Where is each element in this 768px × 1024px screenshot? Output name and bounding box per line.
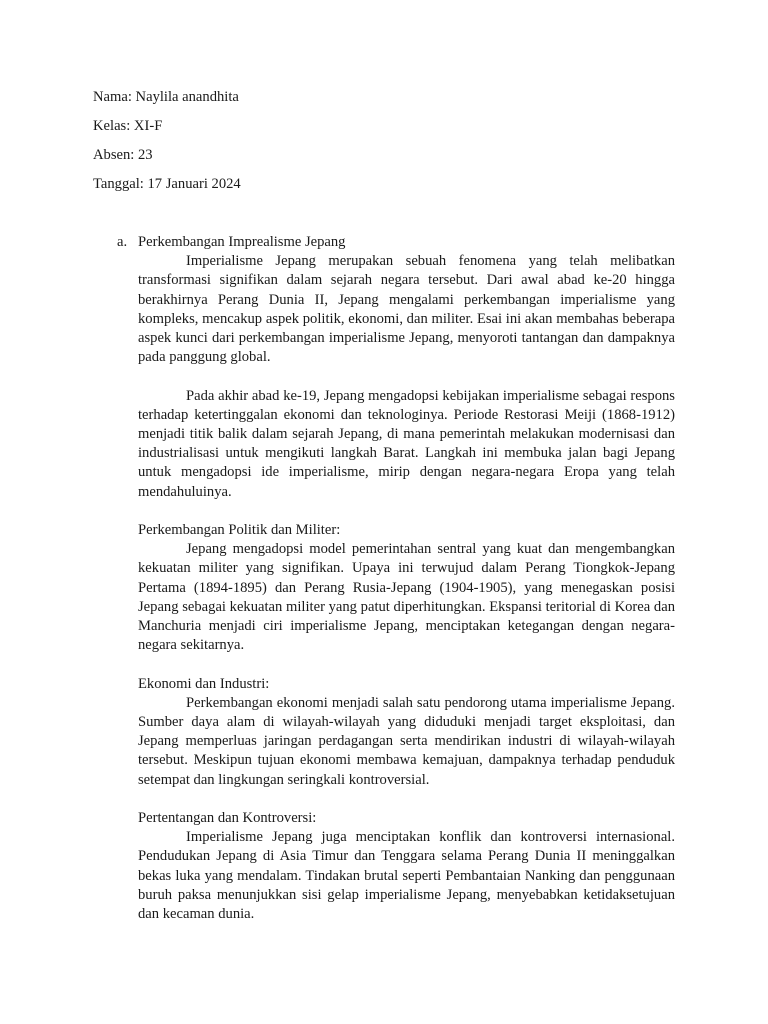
- list-marker: a.: [117, 234, 128, 250]
- economy-heading: Ekonomi dan Industri:: [138, 675, 270, 692]
- section-title: Perkembangan Imprealisme Jepang: [138, 234, 346, 250]
- intro-paragraph: Imperialisme Jepang merupakan sebuah fenomena yang telah melibatkan transformasi signifikan dalam sejarah negara tersebut. Dari awal abad ke-20 hingga berakhirnya Perang Dunia II, Jepang mengalami perkembangan imperialisme yang kompleks, mencakup aspek politik, ekonomi, dan militer. Esai ini akan membahas beberapa aspek kunci dari perkembangan imperialisme Jepang, menyoroti tantangan dan dampaknya pada panggung global.: [138, 253, 675, 366]
- economy-paragraph: Perkembangan ekonomi menjadi salah satu pendorong utama imperialisme Jepang. Sumber daya alam di wilayah-wilayah yang diduduki menjadi target eksploitasi, dan Jepang memperluas jaringan perdagangan serta mendirikan industri di wilayah-wilayah tersebut. Meskipun tujuan ekonomi membawa kemajuan, dampaknya terhadap penduduk setempat dan lingkungan seringkali kontroversial.: [138, 694, 675, 788]
- student-number: Absen: 23: [93, 147, 153, 163]
- meiji-paragraph: Pada akhir abad ke-19, Jepang mengadopsi kebijakan imperialisme sebagai respons terhadap ketertinggalan ekonomi dan teknologinya. Periode Restorasi Meiji (1868-1912) menjadi titik balik dalam sejarah Jepang, di mana pemerintah melakukan modernisasi dan industrialisasi untuk mengikuti langkah Barat. Langkah ini membuka jalan bagi Jepang untuk mengadopsi ide imperialisme, mirip dengan negara-negara Eropa yang telah mendahuluinya.: [138, 387, 675, 500]
- student-name: Nama: Naylila anandhita: [93, 89, 239, 105]
- student-class: Kelas: XI-F: [93, 118, 163, 134]
- conflict-heading: Pertentangan dan Kontroversi:: [138, 810, 317, 827]
- politics-heading: Perkembangan Politik dan Militer:: [138, 522, 341, 539]
- conflict-paragraph: Imperialisme Jepang juga menciptakan konflik dan kontroversi internasional. Pendudukan Jepang di Asia Timur dan Tenggara selama Perang Dunia II meninggalkan bekas luka yang mendalam. Tindakan brutal seperti Pembantaian Nanking dan penggunaan buruh paksa menunjukkan sisi gelap imperialisme Jepang, menyebabkan ketidaksetujuan dan kecaman dunia.: [138, 829, 675, 923]
- politics-paragraph: Jepang mengadopsi model pemerintahan sentral yang kuat dan mengembangkan kekuatan militer yang signifikan. Upaya ini terwujud dalam Perang Tiongkok-Jepang Pertama (1894-1895) dan Perang Rusia-Jepang (1904-1905), yang menegaskan posisi Jepang sebagai kekuatan militer yang patut diperhitungkan. Ekspansi teritorial di Korea dan Manchuria menjadi ciri imperialisme Jepang, menciptakan ketegangan dengan negara-negara sekitarnya.: [138, 541, 675, 654]
- document-date: Tanggal: 17 Januari 2024: [93, 176, 241, 192]
- essay-content: [138, 233, 675, 924]
